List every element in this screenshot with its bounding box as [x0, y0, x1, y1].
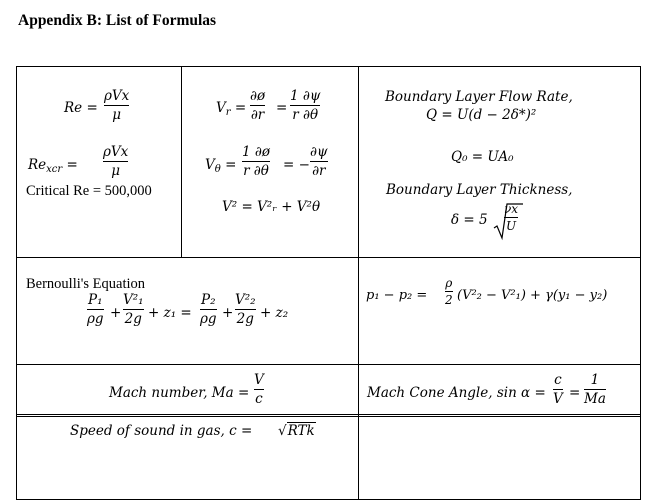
flow-rate-title: Boundary Layer Flow Rate, — [385, 89, 573, 105]
divider-row-1 — [17, 257, 640, 258]
rexcr-fraction — [103, 144, 128, 179]
speed-of-sound-label: Speed of sound in gas, c = — [70, 423, 253, 439]
mach-cone-label: Mach Cone Angle, sin α = — [367, 385, 546, 401]
bern-z2: + z₂ — [260, 305, 289, 321]
thickness-title: Boundary Layer Thickness, — [386, 182, 573, 198]
mach-fraction: V c — [254, 372, 264, 407]
cone-frac-2: 1 Ma — [584, 372, 606, 407]
bernoulli-title: Bernoulli's Equation — [26, 276, 146, 292]
vr-label: $V_r$ = — [216, 100, 247, 118]
thickness-fraction: νx U — [504, 202, 519, 233]
divider-col-2-bottom — [358, 257, 359, 500]
divider-col-2-top — [358, 67, 359, 257]
vtheta-frac-1: 1 ∂ø r ∂θ — [242, 144, 270, 179]
critical-re: Critical Re = 500,000 — [26, 183, 152, 199]
bern-z1: + z₁ = — [148, 305, 192, 321]
divider-col-1 — [181, 67, 182, 257]
sqrt-icon: √ — [278, 423, 287, 439]
re-fraction — [104, 88, 129, 123]
bern-v1: V²₁ 2g — [123, 292, 144, 327]
rexcr-label: $Re_{xcr}$ = — [28, 157, 78, 175]
thickness-lhs: δ = 5 — [451, 212, 488, 228]
re-numerator: ρVx — [104, 88, 130, 104]
mach-number-label: Mach number, Ma = — [109, 385, 250, 401]
bern-plus-1: + — [110, 305, 122, 321]
rexcr-denominator: μ — [111, 163, 121, 179]
divider-row-2 — [17, 364, 640, 365]
bern-v2: V²₂ 2g — [235, 292, 256, 327]
cone-frac-1: c V — [553, 372, 563, 407]
bern-p2: P₂ ρg — [200, 292, 217, 327]
vr-eq-2: = — [276, 100, 288, 116]
vtheta-frac-2: ∂ψ ∂r — [310, 144, 328, 179]
qo-eq: Q₀ = UA₀ — [451, 149, 514, 165]
page-heading: Appendix B: List of Formulas — [18, 12, 217, 29]
divider-row-3 — [17, 414, 640, 415]
vr-frac-1: ∂ø ∂r — [250, 88, 266, 123]
divider-row-4 — [17, 416, 640, 417]
bern-p1: P₁ ρg — [87, 292, 104, 327]
cone-eq: = — [569, 385, 581, 401]
vtheta-label: $V_\theta$ = — [205, 157, 237, 175]
bern-plus-2: + — [222, 305, 234, 321]
vr-frac-2: 1 ∂ψ r ∂θ — [290, 88, 321, 123]
re-label: Re = — [64, 100, 98, 116]
speed-of-sound-root: √RTk — [278, 423, 315, 439]
v-squared: V² = V²ᵣ + V²θ — [222, 199, 321, 215]
pressure-rho-half: ρ 2 — [445, 276, 453, 307]
rexcr-numerator: ρVx — [103, 144, 129, 160]
re-denominator: μ — [112, 107, 122, 123]
pressure-lhs: p₁ − p₂ = — [366, 288, 428, 303]
flow-rate-eq: Q = U(d − 2δ*)² — [426, 107, 537, 123]
vtheta-eq-2: = − — [283, 157, 310, 173]
pressure-rhs: (V²₂ − V²₁) + γ(y₁ − y₂) — [457, 288, 608, 303]
